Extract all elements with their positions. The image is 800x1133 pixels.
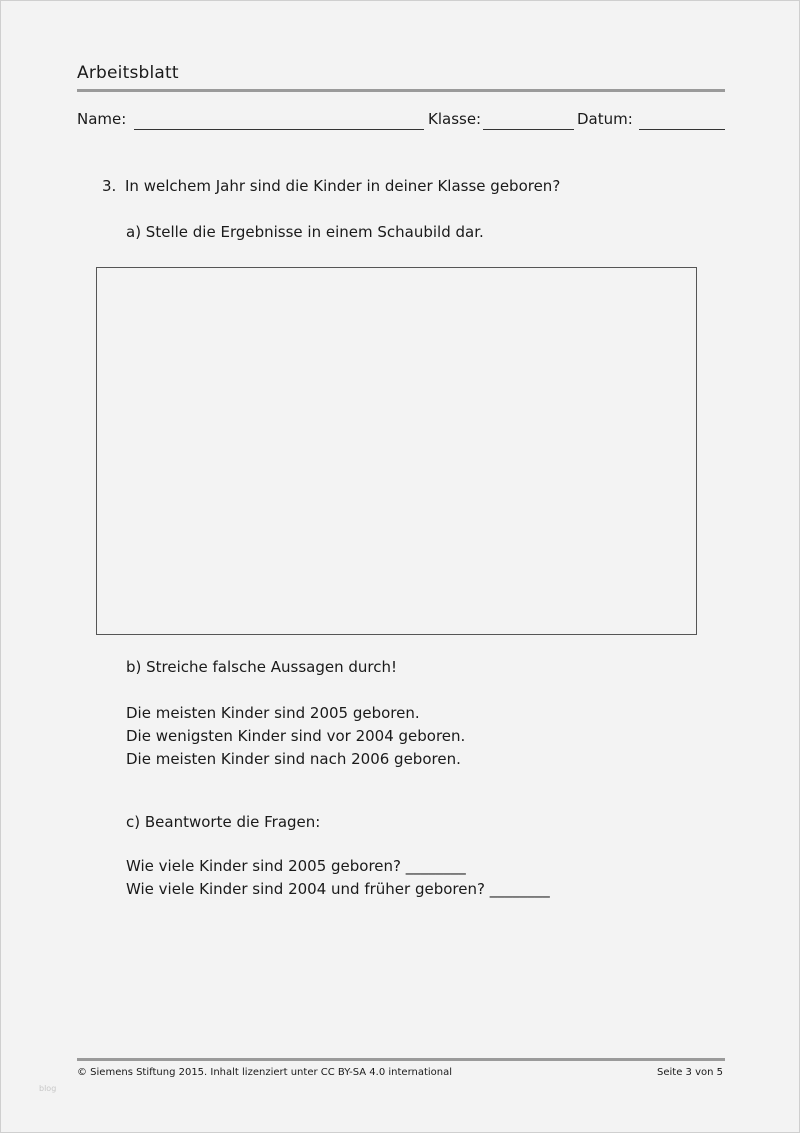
question-c-item[interactable]: Wie viele Kinder sind 2004 und früher geboren? ________ [126, 880, 550, 898]
task-c-instruction: c) Beantworte die Fragen: [126, 813, 321, 831]
statement-item[interactable]: Die meisten Kinder sind 2005 geboren. [126, 704, 420, 722]
date-field[interactable] [639, 129, 725, 130]
task-b-instruction: b) Streiche falsche Aussagen durch! [126, 658, 397, 676]
date-label: Datum: [577, 110, 633, 128]
watermark: blog [39, 1084, 57, 1093]
copyright-notice: © Siemens Stiftung 2015. Inhalt lizenziert unter CC BY-SA 4.0 international [77, 1067, 453, 1078]
task-a-instruction: a) Stelle die Ergebnisse in einem Schaubild dar. [126, 223, 484, 241]
question-text: In welchem Jahr sind die Kinder in deiner Klasse geboren? [125, 177, 561, 195]
name-field[interactable] [134, 129, 424, 130]
chart-drawing-area[interactable] [96, 267, 697, 635]
page-number: Seite 3 von 5 [657, 1067, 723, 1078]
class-label: Klasse: [428, 110, 482, 128]
name-label: Name: [77, 110, 127, 128]
class-field[interactable] [483, 129, 574, 130]
title-divider [77, 89, 725, 92]
question-number: 3. [102, 177, 117, 195]
statement-item[interactable]: Die wenigsten Kinder sind vor 2004 geboren. [126, 727, 466, 745]
footer-divider [77, 1058, 725, 1061]
question-c-item[interactable]: Wie viele Kinder sind 2005 geboren? ________ [126, 857, 466, 875]
statement-item[interactable]: Die meisten Kinder sind nach 2006 geboren. [126, 750, 461, 768]
page-title: Arbeitsblatt [77, 63, 179, 83]
student-info-row [77, 110, 725, 132]
